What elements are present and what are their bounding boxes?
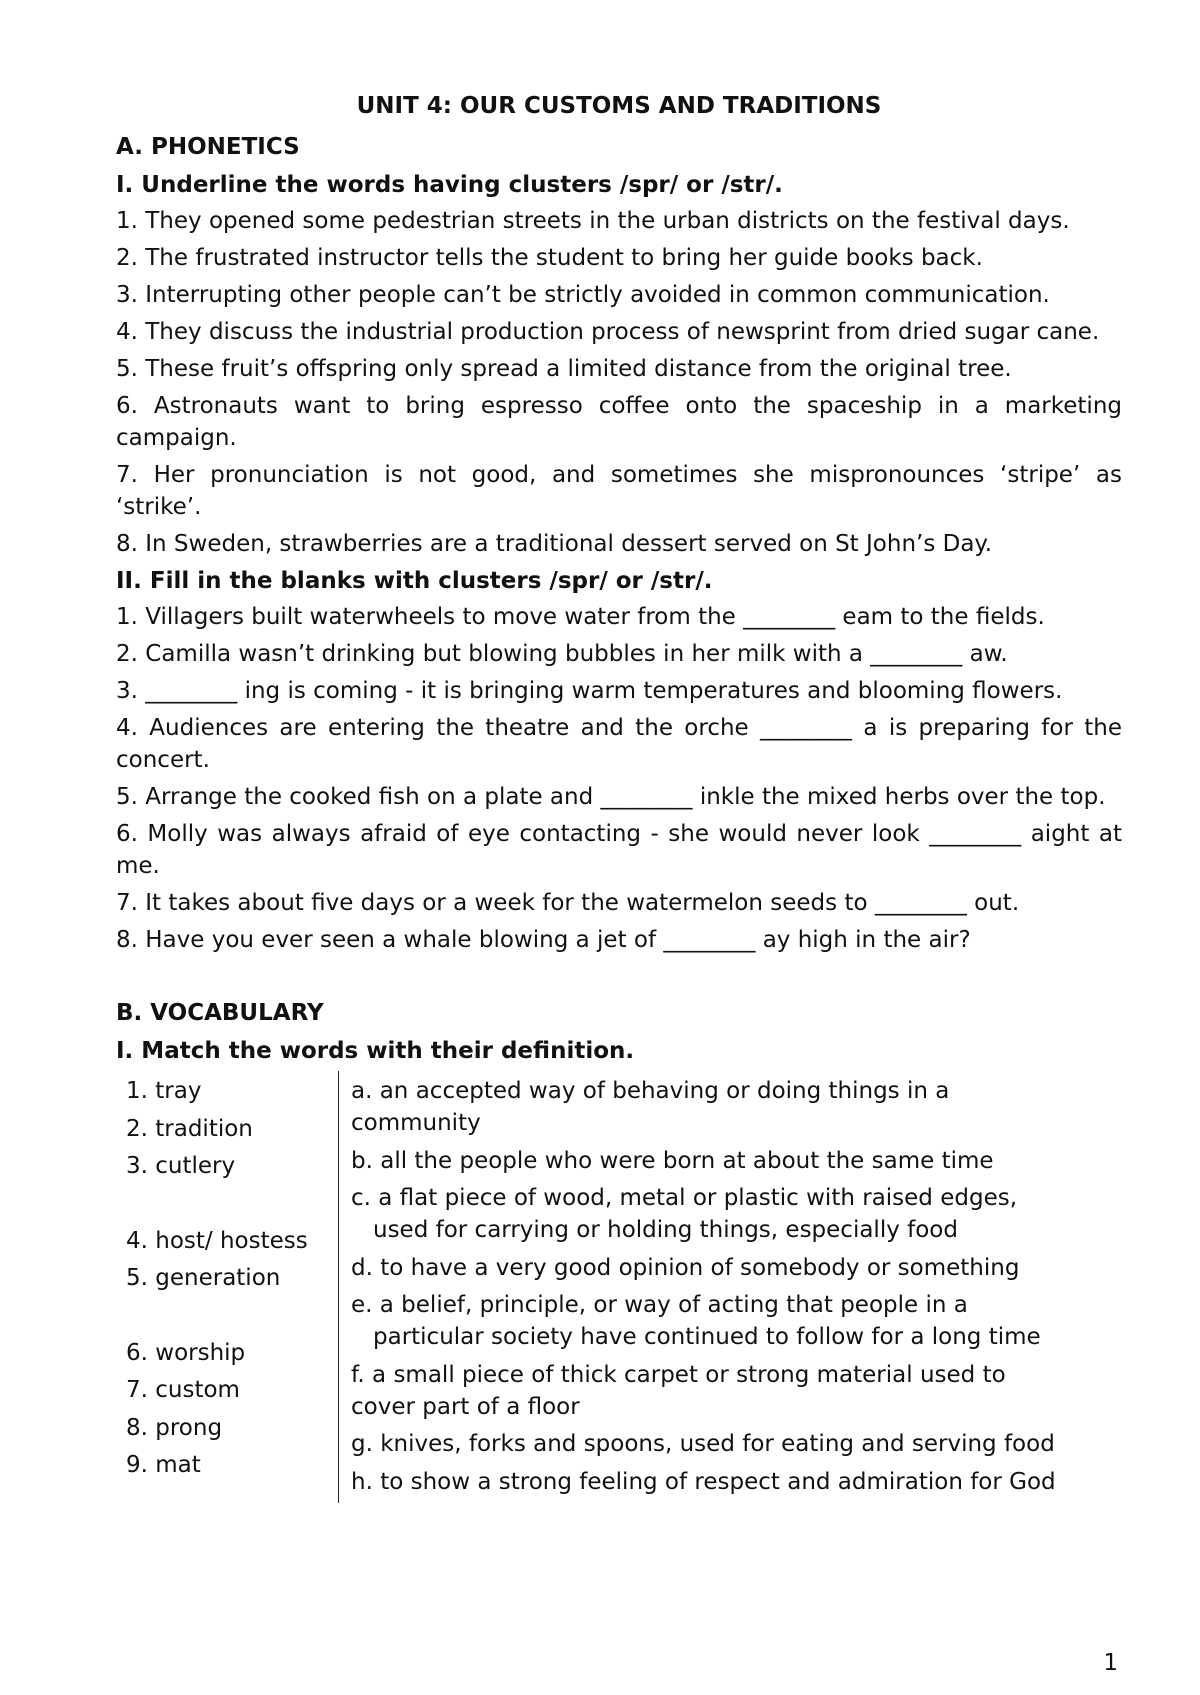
- fill-blank-sentence: 2. Camilla wasn’t drinking but blowing bubbles in her milk with a ________ aw.: [116, 641, 1008, 667]
- page-title: UNIT 4: OUR CUSTOMS AND TRADITIONS: [356, 93, 882, 119]
- phonetics-sentence: 8. In Sweden, strawberries are a traditional dessert served on St John’s Day.: [116, 531, 993, 557]
- fill-blank-sentence: 8. Have you ever seen a whale blowing a jet of ________ ay high in the air?: [116, 927, 971, 953]
- phonetics-sentence: 2. The frustrated instructor tells the student to bring her guide books back.: [116, 245, 983, 271]
- match-word: 7. custom: [126, 1377, 240, 1403]
- definition-e: e. a belief, principle, or way of acting that people in a particular society have continued to follow for a long time: [351, 1292, 1041, 1350]
- word-column: [116, 1071, 339, 1503]
- definition-g: g. knives, forks and spoons, used for eating and serving food: [351, 1431, 1055, 1457]
- task-match-heading: I. Match the words with their definition.: [116, 1038, 635, 1064]
- definition-c: c. a flat piece of wood, metal or plastic with raised edges, used for carrying or holding things, especially food: [351, 1185, 1018, 1243]
- fill-blank-sentence: 6. Molly was always afraid of eye contacting - she would never look ________ aight at me.: [116, 821, 1122, 879]
- page-number: 1: [1103, 1650, 1118, 1676]
- definition-h: h. to show a strong feeling of respect and admiration for God: [351, 1468, 1056, 1495]
- phonetics-sentence: 6. Astronauts want to bring espresso coffee onto the spaceship in a marketing campaign.: [116, 393, 1122, 451]
- definition-b: b. all the people who were born at about the same time: [351, 1147, 994, 1174]
- matching-table: [116, 1071, 1122, 1503]
- task-underline-heading: I. Underline the words having clusters /spr/ or /str/.: [116, 172, 783, 198]
- fill-blank-sentence: 7. It takes about five days or a week for the watermelon seeds to ________ out.: [116, 890, 1020, 916]
- match-word: 3. cutlery: [126, 1153, 236, 1179]
- definition-f: f. a small piece of thick carpet or strong material used to cover part of a floor: [351, 1361, 1006, 1420]
- task-fill-blanks-heading: II. Fill in the blanks with clusters /spr/ or /str/.: [116, 568, 713, 594]
- definition-a: a. an accepted way of behaving or doing things in a community: [351, 1078, 950, 1136]
- match-word: 4. host/ hostess: [126, 1227, 308, 1254]
- match-word: 9. mat: [126, 1452, 201, 1478]
- match-word: 2. tradition: [126, 1115, 253, 1142]
- phonetics-sentence: 4. They discuss the industrial production process of newsprint from dried sugar cane.: [116, 319, 1100, 345]
- fill-blank-sentence: 3. ________ ing is coming - it is bringing warm temperatures and blooming flowers.: [116, 678, 1063, 704]
- section-b-heading: B. VOCABULARY: [116, 1000, 324, 1026]
- match-word: 8. prong: [126, 1414, 223, 1441]
- phonetics-sentence: 1. They opened some pedestrian streets in the urban districts on the festival days.: [116, 208, 1070, 234]
- fill-blank-sentence: 4. Audiences are entering the theatre and the orche ________ a is preparing for the concert.: [116, 715, 1122, 773]
- definition-column: [339, 1071, 1122, 1503]
- fill-blank-sentence: 1. Villagers built waterwheels to move water from the ________ eam to the fields.: [116, 604, 1045, 630]
- match-word: 6. worship: [126, 1339, 246, 1366]
- definition-d: d. to have a very good opinion of somebody or something: [351, 1254, 1020, 1281]
- phonetics-sentence: 7. Her pronunciation is not good, and sometimes she mispronounces ‘stripe’ as ‘strike’.: [116, 462, 1122, 520]
- match-word: 5. generation: [126, 1265, 281, 1291]
- match-word: 1. tray: [126, 1078, 202, 1104]
- phonetics-sentence: 5. These fruit’s offspring only spread a limited distance from the original tree.: [116, 356, 1012, 382]
- section-a-heading: A. PHONETICS: [116, 134, 300, 160]
- fill-blank-sentence: 5. Arrange the cooked fish on a plate and ________ inkle the mixed herbs over the top.: [116, 784, 1106, 810]
- phonetics-sentence: 3. Interrupting other people can’t be strictly avoided in common communication.: [116, 282, 1050, 308]
